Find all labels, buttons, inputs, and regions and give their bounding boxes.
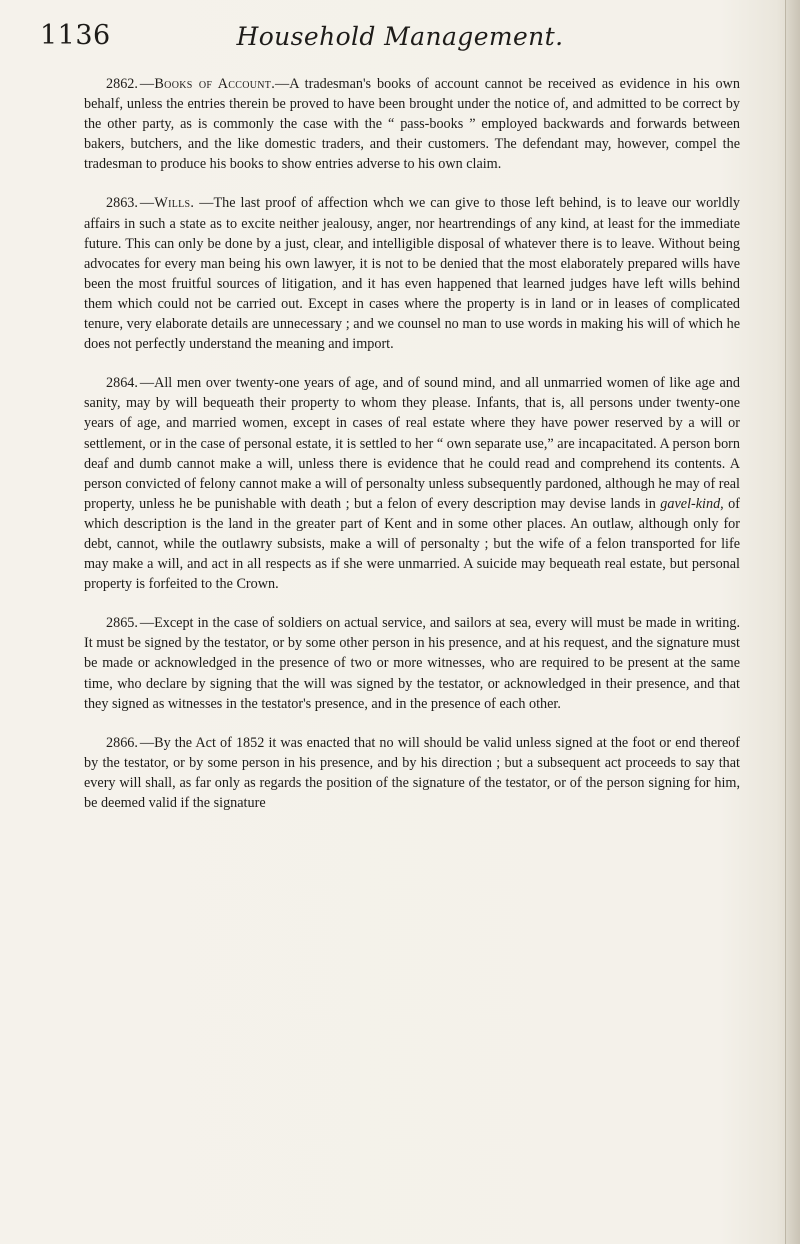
paragraph-number: 2866. (106, 734, 138, 751)
paragraph-number: 2865. (106, 615, 138, 632)
paragraph-text: —Except in the case of soldiers on actual service, and sailors at sea, every will must be made in writing. It must be signed by the testator, or by some other person in his presence, and at his request, and the signature must be made or acknowledged in the presence of two or more witnesses, who are required to be present at the same time, who declare by signing that the will was signed by the testator, or acknowledged in their presence, and that they signed as witnesses in the testator's presence, and in the presence of each other. (84, 615, 740, 712)
running-title: Household Management. (236, 22, 564, 51)
paragraph-2865 (84, 613, 740, 713)
paragraph-text: —The last proof of affection whch we can give to those left behind, is to leave our worldly affairs in such a state as to excite neither jealousy, anger, nor heartrendings of any kind, at least for the immediate future. This can only be done by a just, clear, and intelligible disposal of whatever there is to leave. Without being advocates for every man being his own lawyer, it is not to be denied that the most elaborately prepared wills have been the most fruitful sources of litigation, and it has even happened that learned judges have left wills behind them which could not be carried out. Except in cases where the property is in land or in leases of complicated tenure, very elaborate details are unnecessary ; and we counsel no man to use words in making his will of which he does not perfectly understand the meaning and import. (84, 195, 740, 353)
paragraph-italic-term: gavel-kind (660, 495, 721, 512)
paragraph-2864 (84, 373, 740, 594)
page-header (40, 20, 760, 60)
paragraph-text: —By the Act of 1852 it was enacted that no will should be valid unless signed at the foot or end thereof by the testator, or by some person in his presence, and by his direction ; but a subsequent act proceeds to say that every will shall, as far only as regards the position of the signature of the testator, or of the person signing for him, be deemed valid if the signature (84, 734, 740, 811)
paragraph-text: —All men over twenty-one years of age, and of sound mind, and all unmarried women of like age and sanity, may by will bequeath their property to whom they please. Infants, that is, all persons under twenty-one years of age, and married women, except in cases of real estate where they have power reserved by a will or settlement, or in the case of personal estate, it is settled to her “ own separate use,” are incapacitated. A person born deaf and dumb cannot make a will, unless there is evidence that he could read and comprehend its contents. A person convicted of felony cannot make a will of personalty unless subsequently pardoned, although he may of real property, unless he be punishable with death ; but a felon of every description may devise lands in (84, 375, 740, 512)
paragraph-number: 2862. (106, 76, 138, 92)
paragraph-heading: —Wills. (139, 195, 195, 212)
paragraph-heading: —Books of Account. (139, 76, 276, 92)
paragraph-2866 (84, 733, 740, 813)
page-number: 1136 (40, 20, 111, 51)
body-text (84, 74, 740, 832)
paragraph-number: 2864. (106, 375, 138, 392)
paragraph-text: —A tradesman's books of account cannot be received as evidence in his own behalf, unless the entries therein be proved to have been brought under the notice of, and admitted to be correct by the other party, as is commonly the case with the “ pass-books ” employed backwards and forwards between bakers, butchers, and the like domestic traders, and their customers. The defendant may, however, compel the tradesman to produce his books to show entries adverse to his own claim. (84, 76, 740, 173)
paragraph-text-continued: , of which description is the land in the greater part of Kent and in some other places. An outlaw, although only for debt, cannot, while the outlawry subsists, make a will of personalty ; but the wife of a felon transported for life may make a will, and act in all respects as if she were unmarried. A suicide may bequeath real estate, but personal property is forfeited to the Crown. (84, 495, 741, 593)
paragraph-2862 (84, 74, 740, 174)
paragraph-number: 2863. (106, 195, 138, 212)
paragraph-2863 (84, 193, 740, 354)
page-edge (785, 0, 800, 1244)
